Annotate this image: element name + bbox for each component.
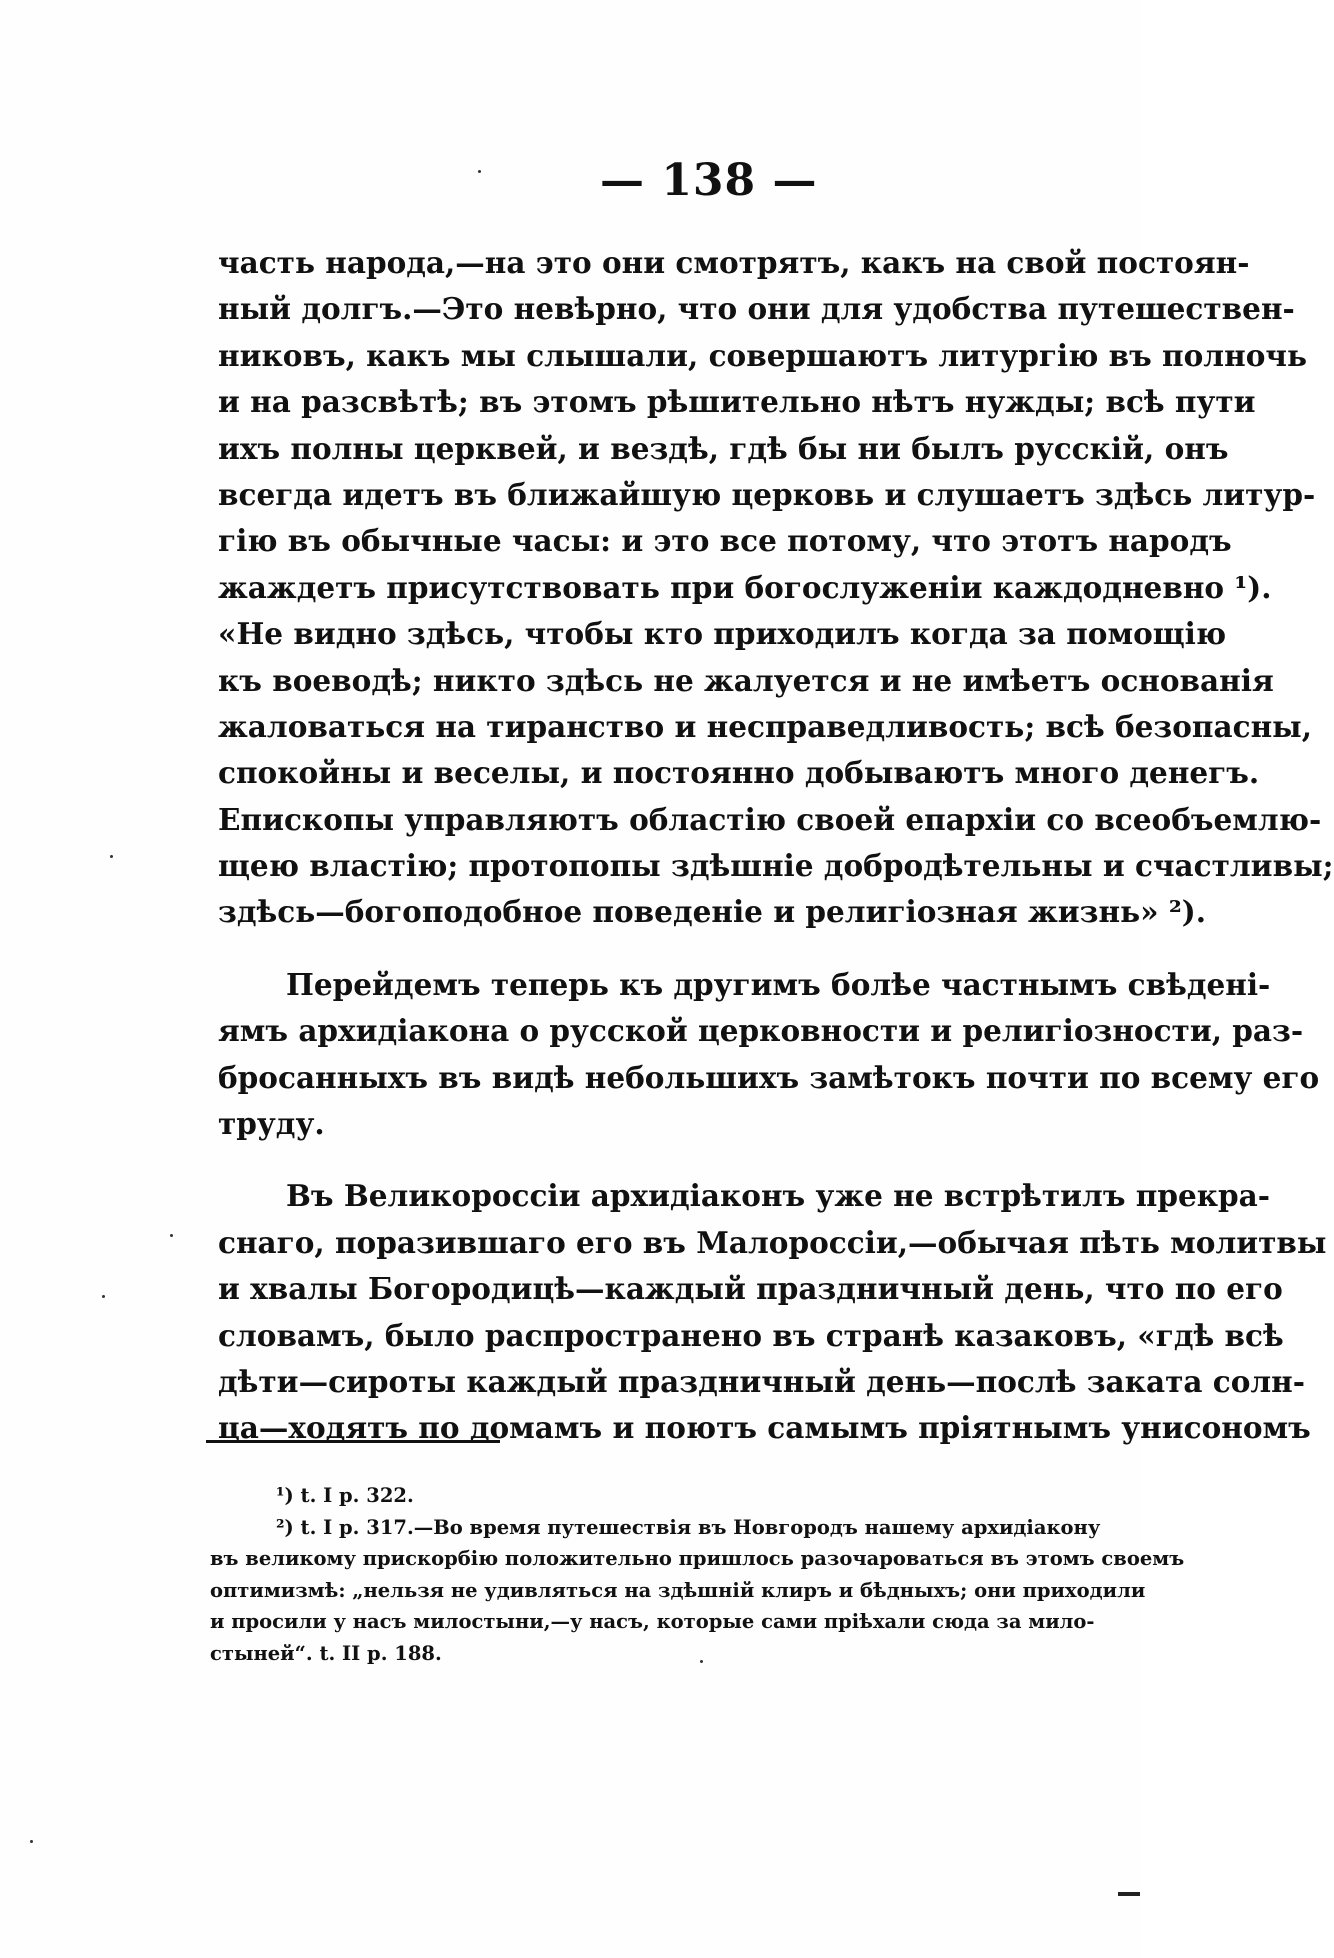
paragraph-gap bbox=[218, 1147, 1108, 1173]
footnote-line: оптимизмѣ: „нельзя не удивляться на здѣшній клиръ и бѣдныхъ; они приходили bbox=[210, 1578, 1146, 1602]
text-line: и на разсвѣтѣ; въ этомъ рѣшительно нѣтъ нужды; всѣ пути bbox=[218, 384, 1256, 420]
text-line: «Не видно здѣсь, чтобы кто приходилъ когда за помощію bbox=[218, 616, 1227, 652]
text-line: Перейдемъ теперь къ другимъ болѣе частнымъ свѣдені- bbox=[286, 966, 1271, 1002]
footnote-line: стыней“. t. II p. 188. bbox=[210, 1641, 442, 1665]
paragraph-2 bbox=[218, 962, 1320, 1148]
text-line: снаго, поразившаго его въ Малороссіи,—обычая пѣть молитвы bbox=[218, 1224, 1327, 1260]
text-line: бросанныхъ въ видѣ небольшихъ замѣтокъ почти по всему его bbox=[218, 1059, 1320, 1095]
text-line: спокойны и веселы, и постоянно добываютъ много денегъ. bbox=[218, 755, 1260, 791]
scan-edge-mark bbox=[1118, 1892, 1140, 1896]
text-line: Епископы управляютъ областію своей епархіи со всеобъемлю- bbox=[218, 801, 1322, 837]
paragraph-3 bbox=[218, 1173, 1327, 1451]
text-line: и хвалы Богородицѣ—каждый праздничный день, что по его bbox=[218, 1271, 1283, 1307]
page-number: — 138 — bbox=[600, 155, 818, 206]
scan-speck bbox=[700, 1660, 703, 1663]
text-line: ца—ходятъ по домамъ и поютъ самымъ пріятнымъ унисономъ bbox=[218, 1410, 1311, 1446]
scan-speck bbox=[478, 170, 481, 173]
footnote-line: ²) t. I p. 317.—Во время путешествія въ Новгородъ нашему архидіакону bbox=[276, 1515, 1101, 1539]
text-line: ный долгъ.—Это невѣрно, что они для удобства путешествен- bbox=[218, 291, 1295, 327]
scan-speck bbox=[170, 1234, 173, 1237]
paragraph-1 bbox=[218, 240, 1334, 936]
footnote-line: ¹) t. I p. 322. bbox=[276, 1484, 414, 1507]
text-line: ямъ архидіакона о русской церковности и религіозности, раз- bbox=[218, 1013, 1304, 1049]
text-line: труду. bbox=[218, 1106, 325, 1142]
text-line: словамъ, было распространено въ странѣ казаковъ, «гдѣ всѣ bbox=[218, 1317, 1284, 1353]
scan-speck bbox=[30, 1840, 33, 1843]
text-line: Въ Великороссіи архидіаконъ уже не встрѣтилъ прекра- bbox=[286, 1178, 1271, 1214]
scan-speck bbox=[102, 1295, 105, 1298]
text-line: всегда идетъ въ ближайшую церковь и слушаетъ здѣсь литур- bbox=[218, 476, 1316, 512]
text-line: ихъ полны церквей, и вездѣ, гдѣ бы ни былъ русскій, онъ bbox=[218, 430, 1229, 466]
main-text bbox=[218, 240, 1334, 1452]
footnote-line: въ великому прискорбію положительно пришлось разочароваться въ этомъ своемъ bbox=[210, 1547, 1185, 1570]
footnote-divider bbox=[206, 1440, 500, 1443]
footnote-line: и просили у насъ милостыни,—у насъ, которые сами пріѣхали сюда за мило- bbox=[210, 1610, 1095, 1633]
text-line: гію въ обычные часы: и это все потому, что этотъ народъ bbox=[218, 523, 1232, 559]
scan-speck bbox=[110, 855, 113, 858]
text-line: щею властію; протопопы здѣшніе добродѣтельны и счастливы; bbox=[218, 848, 1334, 884]
text-line: здѣсь—богоподобное поведеніе и религіозная жизнь» ²). bbox=[218, 894, 1206, 930]
text-line: никовъ, какъ мы слышали, совершаютъ литургію въ полночь bbox=[218, 337, 1307, 373]
text-line: дѣти—сироты каждый праздничный день—послѣ заката солн- bbox=[218, 1363, 1306, 1399]
paragraph-gap bbox=[218, 936, 1108, 962]
text-line: часть народа,—на это они смотрятъ, какъ на свой постоян- bbox=[218, 245, 1250, 280]
text-line: жаловаться на тиранство и несправедливость; всѣ безопасны, bbox=[218, 708, 1313, 744]
footnotes bbox=[210, 1480, 1185, 1669]
text-line: къ воеводѣ; никто здѣсь не жалуется и не имѣетъ основанія bbox=[218, 662, 1274, 698]
text-line: жаждетъ присутствовать при богослуженіи каждодневно ¹). bbox=[218, 569, 1272, 605]
